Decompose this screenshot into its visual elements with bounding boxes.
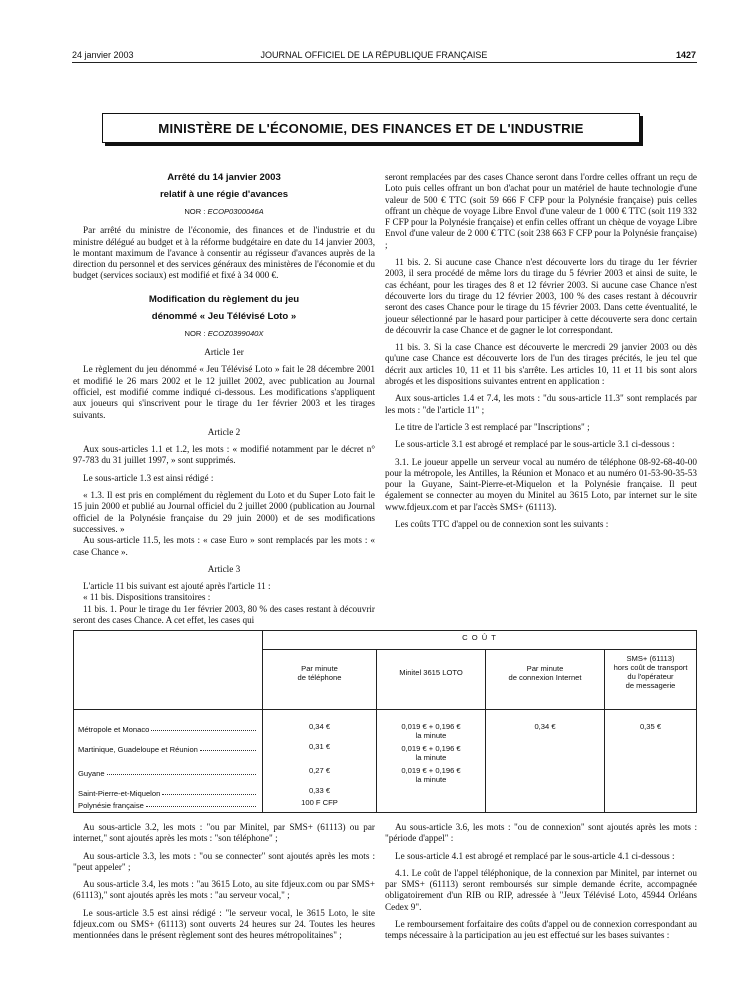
cell-value: 0,27 € bbox=[308, 766, 331, 775]
nor-code: ECOZ0399040X bbox=[207, 328, 264, 338]
row-label-text: Guyane bbox=[78, 769, 105, 778]
row-label bbox=[78, 798, 258, 810]
decree-text: Par arrêté du ministre de l'économie, des finances et de l'industrie et du ministre délégué au budget et à la réforme budgétaire en date du 14 janvier 2003, le montant maximum de l'avance à consentir au régisseur d'avances auprès de la direction du personnel et des services généraux des ministères de l'économie et du budget (services sociaux) est modifié et fixé à 34 000 €. bbox=[73, 225, 375, 281]
article-1-text: Le règlement du jeu dénommé « Jeu Télévisé Loto » fait le 28 décembre 2001 et modifié le 26 mars 2002 et le 12 juillet 2002, avec publication au Journal officiel, est modifié comme indiqué ci-dessous. Les modifications s'appliquent aux joueurs qui s'inscrivent pour le tirage du 1er février 2003 et les tirages suivants. bbox=[73, 364, 375, 420]
cell-value: 0,019 € + 0,196 € la minute bbox=[401, 744, 461, 762]
row-label-text: Métropole et Monaco bbox=[78, 725, 150, 734]
right-para-6: Le sous-article 3.1 est abrogé et remplacé par le sous-article 3.1 ci-dessous : bbox=[395, 439, 675, 450]
col-header-minitel: Minitel 3615 LOTO bbox=[377, 650, 486, 710]
bottom-right-para-2: Le sous-article 4.1 est abrogé et remplacé par le sous-article 4.1 ci-dessous : bbox=[395, 850, 675, 861]
article-2-para-4: Au sous-article 11.5, les mots : « case Euro » sont remplacés par les mots : « case Chance ». bbox=[73, 535, 375, 557]
nor-code: ECOP0300046A bbox=[207, 207, 264, 216]
cell-value: 0,35 € bbox=[639, 722, 662, 731]
leader-dots bbox=[151, 730, 256, 731]
ministry-banner: MINISTÈRE DE L'ÉCONOMIE, DES FINANCES ET DE L'INDUSTRIE bbox=[102, 113, 640, 143]
header-date: 24 janvier 2003 bbox=[72, 50, 134, 60]
minitel-values bbox=[377, 710, 486, 813]
article-2-para-1: Aux sous-articles 1.1 et 1.2, les mots : « modifié notamment par le décret n° 97-783 du 31 juillet 1997, » sont supprimés. bbox=[73, 444, 375, 466]
right-para-7: 3.1. Le joueur appelle un serveur vocal au numéro de téléphone 08-92-68-40-00 pour la métropole, les Antilles, la Réunion et Monaco et au numéro 01-53-90-35-53 pour la Guyane, Saint-Pierre-et-Miquelon et la Polynésie française. Il peut également se connecter au moyen du Minitel au 3615 Loto, par internet sur le site www.fdjeux.com et par l'accès SMS+ (61113). bbox=[385, 456, 697, 512]
nor-label: NOR : bbox=[184, 207, 208, 216]
right-para-4: Aux sous-articles 1.4 et 7.4, les mots : "du sous-article 11.3" sont remplacés par les mots : "de l'article 11" ; bbox=[385, 393, 697, 415]
leader-dots bbox=[162, 794, 256, 795]
bottom-right-para-4: Le remboursement forfaitaire des coûts d'appel ou de connexion correspondant au temps nécessaire à la participation au jeu est effectué sur les bases suivantes : bbox=[385, 919, 697, 941]
left-column bbox=[73, 172, 375, 626]
bottom-left-para-4: Le sous-article 3.5 est ainsi rédigé : "le serveur vocal, le 3615 Loto, le site fdjeux.com ou SMS+ (61113) sont ouverts 24 heures sur 24. Toutes les heures mentionnées dans le présent règlement sont des heures métropolitaines" ; bbox=[73, 907, 375, 941]
leader-dots bbox=[200, 750, 256, 751]
row-label bbox=[78, 742, 258, 754]
bottom-left-para-2: Au sous-article 3.3, les mots : "ou se connecter" sont ajoutés après les mots : "peut appeler" ; bbox=[73, 850, 375, 872]
rules-title: Modification du règlement du jeu bbox=[148, 293, 300, 305]
col-header-sms: SMS+ (61113) hors coût de transport du l'opérateur de messagerie bbox=[605, 650, 697, 710]
nor-label: NOR : bbox=[184, 328, 208, 338]
bottom-right-column bbox=[385, 822, 697, 948]
header-page-number: 1427 bbox=[675, 50, 696, 60]
article-3-para-1: L'article 11 bis suivant est ajouté après l'article 11 : bbox=[83, 581, 271, 592]
bottom-left-para-1: Au sous-article 3.2, les mots : "ou par Minitel, par SMS+ (61113) ou par internet," sont ajoutés après les mots : "son téléphone" ; bbox=[73, 822, 375, 844]
article-2-para-3: « 1.3. Il est pris en complément du règlement du Loto et du Super Loto fait le 15 juin 2000 et publié au Journal officiel du 2 juillet 2000 (publication au Journal officiel de la Polynésie française du 29 juin 2000) et de ses modifications successives. » bbox=[73, 490, 375, 534]
article-3-para-2: « 11 bis. Dispositions transitoires : bbox=[83, 592, 211, 603]
cell-value: 0,019 € + 0,196 € la minute bbox=[401, 766, 461, 784]
telephone-values bbox=[263, 710, 377, 813]
col-header-telephone: Par minute de téléphone bbox=[263, 650, 377, 710]
row-label bbox=[78, 766, 258, 778]
article-3-heading: Article 3 bbox=[207, 563, 241, 574]
bottom-right-para-3: 4.1. Le coût de l'appel téléphonique, de la connexion par Minitel, par internet ou par SMS+ (61113) seront remboursés sur simple demande écrite, accompagnée obligatoirement d'un RIB ou RIP, adressée à "Jeux Télévisé Loto, 45944 Orléans Cedex 9". bbox=[385, 867, 697, 912]
decree-subtitle: relatif à une régie d'avances bbox=[159, 189, 289, 200]
article-1-heading: Article 1er bbox=[204, 347, 244, 358]
internet-values bbox=[486, 710, 605, 813]
bottom-left-para-3: Au sous-article 3.4, les mots : "au 3615 Loto, au site fdjeux.com ou par SMS+ (61113)," sont ajoutés après les mots : "au serveur vocal," ; bbox=[73, 879, 375, 901]
cell-value: 0,019 € + 0,196 € la minute bbox=[401, 722, 461, 740]
cell-value: 0,34 € bbox=[534, 722, 556, 731]
cell-value: 0,34 € bbox=[308, 722, 331, 731]
row-label-text: Polynésie française bbox=[78, 801, 144, 810]
right-para-8: Les coûts TTC d'appel ou de connexion sont les suivants : bbox=[395, 519, 609, 530]
cost-table bbox=[73, 630, 697, 813]
right-column bbox=[385, 172, 697, 536]
row-labels bbox=[74, 710, 263, 813]
article-2-heading: Article 2 bbox=[207, 426, 241, 437]
header-journal-title: JOURNAL OFFICIEL DE LA RÉPUBLIQUE FRANÇAISE bbox=[260, 50, 488, 60]
right-para-3: 11 bis. 3. Si la case Chance est découverte le mercredi 29 janvier 2003 ou dès qu'une case Chance est découverte lors de l'un des tirages précités, le jeu tel que décrit aux articles 10, 11 et 11 bis s'arrête. Les articles 10, 11 et 11 bis sont alors abrogés et les dispositions suivantes entrent en application : bbox=[385, 342, 697, 387]
right-para-1: seront remplacées par des cases Chance seront dans l'ordre celles offrant un reçu de Loto puis celles offrant un bon d'achat pour un matériel de haute technologie d'une valeur de 500 € TTC (soit 59 666 F CFP pour la Polynésie française) puis celles offrant un chèque de voyage Libre Envol d'une valeur de 1 000 € TTC (soit 119 332 F CFP pour la Polynésie française) et enfin celles offrant un chèque de voyage Libre Envol d'une valeur de 2 000 € TTC (soit 238 663 F CFP pour la Polynésie française) ; bbox=[385, 172, 697, 250]
row-label-text: Martinique, Guadeloupe et Réunion bbox=[78, 745, 198, 754]
table-corner bbox=[74, 631, 263, 710]
cell-value: 100 F CFP bbox=[301, 798, 338, 807]
article-2-para-2: Le sous-article 1.3 est ainsi rédigé : bbox=[83, 472, 214, 483]
leader-dots bbox=[107, 774, 256, 775]
right-para-5: Le titre de l'article 3 est remplacé par "Inscriptions" ; bbox=[395, 421, 590, 432]
bottom-left-column bbox=[73, 822, 375, 948]
row-label-text: Saint-Pierre-et-Miquelon bbox=[78, 789, 161, 798]
decree-title: Arrêté du 14 janvier 2003 bbox=[167, 172, 281, 183]
table-title: C O Û T bbox=[263, 631, 697, 650]
row-label bbox=[78, 722, 258, 734]
sms-values bbox=[605, 710, 697, 813]
cell-value: 0,33 € bbox=[308, 786, 331, 795]
decree-nor bbox=[73, 206, 375, 217]
cell-value: 0,31 € bbox=[308, 742, 331, 751]
right-para-2: 11 bis. 2. Si aucune case Chance n'est découverte lors du tirage du 1er février 2003, il sera procédé de même lors du tirage du 5 février 2003 et ainsi de suite, le cas échéant, pour les tirages des 8 et 12 février 2003. Si aucune case Chance n'est découverte lors du tirage du 12 février 2003, 100 % des cases restant à découvrir seront des cases Chance pour le tirage du 15 février 2003. Dans cette éventualité, le joueur sélectionné par le hasard pour participer à cette découverte sera donc certain de découvrir la case Chance et de gagner le lot correspondant. bbox=[385, 257, 697, 335]
col-header-internet: Par minute de connexion Internet bbox=[486, 650, 605, 710]
bottom-right-para-1: Au sous-article 3.6, les mots : "ou de connexion" sont ajoutés après les mots : "période d'appel" : bbox=[385, 822, 697, 844]
rules-subtitle: dénommé « Jeu Télévisé Loto » bbox=[151, 310, 297, 322]
row-label bbox=[78, 786, 258, 798]
article-3-para-3: 11 bis. 1. Pour le tirage du 1er février 2003, 80 % des cases restant à découvrir seront des cases Chance. A cet effet, les cases qui bbox=[73, 603, 375, 626]
rules-nor bbox=[73, 328, 375, 339]
header-rule bbox=[72, 62, 697, 63]
leader-dots bbox=[146, 806, 256, 807]
